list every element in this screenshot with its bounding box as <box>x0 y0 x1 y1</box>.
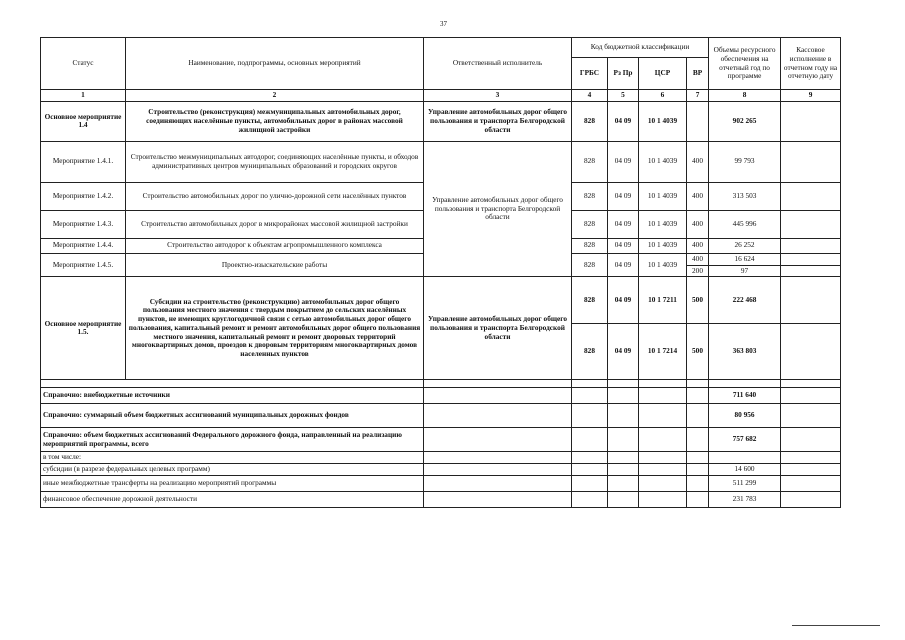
row-vr: 200 <box>687 265 709 277</box>
row-rzpr: 04 09 <box>608 210 639 238</box>
col-number: 4 <box>572 90 608 102</box>
header-cash: Кассовое исполнение в отчетном году на отчетную дату <box>781 38 841 90</box>
row-csr: 10 1 7214 <box>639 324 687 380</box>
header-responsible: Ответственный исполнитель <box>424 38 572 90</box>
row-grbs: 828 <box>572 101 608 141</box>
group-responsible: Управление автомобильных дорог общего пользования и транспорта Белгородской области <box>424 141 572 277</box>
row-volume: 363 803 <box>709 324 781 380</box>
row-vr <box>687 101 709 141</box>
row-status: Мероприятие 1.4.5. <box>41 253 126 277</box>
row-name: Строительство автомобильных дорог в микрорайонах массовой жилищной застройки <box>126 210 424 238</box>
row-cash <box>781 238 841 253</box>
row-csr: 10 1 4039 <box>639 101 687 141</box>
row-rzpr: 04 09 <box>608 141 639 182</box>
ref-subsidies-label: субсидии (в разрезе федеральных целевых программ) <box>41 464 424 476</box>
row-name: Субсидии на строительство (реконструкцию) автомобильных дорог общего пользования местного значения с твердым покрытием до сельских населённых пунктов, не имеющих круглогодичной связи с сетью автомобильных дорог общего пользования, капитальный ремонт и ремонт автомобильных дорог общего пользования местного значения, капитальный ремонт и ремонт дворовых территорий многоквартирных домов, проездов к дворовым территориям многоквартирных домов населенных пунктов <box>126 277 424 380</box>
ref-transfers-label: иные межбюджетные трансферты на реализацию мероприятий программы <box>41 476 424 492</box>
row-csr: 10 1 4039 <box>639 141 687 182</box>
ref-subsidies-volume: 14 600 <box>709 464 781 476</box>
table-row <box>41 388 841 404</box>
row-cash <box>781 210 841 238</box>
row-name: Проектно-изыскательские работы <box>126 253 424 277</box>
row-volume: 313 503 <box>709 182 781 210</box>
row-responsible: Управление автомобильных дорог общего пользования и транспорта Белгородской области <box>424 101 572 141</box>
row-rzpr: 04 09 <box>608 101 639 141</box>
row-vr: 400 <box>687 182 709 210</box>
row-cash <box>781 265 841 277</box>
row-vr: 500 <box>687 324 709 380</box>
row-cash <box>781 253 841 265</box>
table-row <box>41 380 841 388</box>
col-number: 1 <box>41 90 126 102</box>
table-row <box>41 404 841 428</box>
row-vr: 400 <box>687 141 709 182</box>
row-status: Основное мероприятие 1.5. <box>41 277 126 380</box>
header-status: Статус <box>41 38 126 90</box>
edge-mark <box>792 625 880 626</box>
ref-extrabudget-volume: 711 640 <box>709 388 781 404</box>
row-cash <box>781 101 841 141</box>
row-name: Строительство (реконструкция) межмуниципальных автомобильных дорог, соединяющих населённые пункты, автомобильных дорог в районах массовой жилищной застройки <box>126 101 424 141</box>
table-row <box>41 464 841 476</box>
row-vr: 400 <box>687 238 709 253</box>
row-grbs: 828 <box>572 141 608 182</box>
row-volume: 26 252 <box>709 238 781 253</box>
row-name: Строительство автомобильных дорог по улично-дорожной сети населённых пунктов <box>126 182 424 210</box>
row-cash <box>781 277 841 324</box>
col-number: 6 <box>639 90 687 102</box>
col-number: 7 <box>687 90 709 102</box>
header-csr: ЦСР <box>639 58 687 90</box>
table-row <box>41 277 841 324</box>
row-rzpr: 04 09 <box>608 277 639 324</box>
column-numbers-row <box>41 90 841 102</box>
row-rzpr: 04 09 <box>608 238 639 253</box>
row-cash <box>781 324 841 380</box>
row-csr: 10 1 7211 <box>639 277 687 324</box>
header-volume: Объемы ресурсного обеспечения на отчетный год по программе <box>709 38 781 90</box>
table-row <box>41 141 841 182</box>
ref-federal-label: Справочно: объем бюджетных ассигнований Федерального дорожного фонда, направленный на реализацию мероприятий программы, всего <box>41 428 424 452</box>
table-row <box>41 452 841 464</box>
col-number: 8 <box>709 90 781 102</box>
row-volume: 222 468 <box>709 277 781 324</box>
row-volume: 16 624 <box>709 253 781 265</box>
row-responsible: Управление автомобильных дорог общего пользования и транспорта Белгородской области <box>424 277 572 380</box>
col-number: 2 <box>126 90 424 102</box>
ref-financing-volume: 231 783 <box>709 492 781 508</box>
row-vr: 500 <box>687 277 709 324</box>
col-number: 5 <box>608 90 639 102</box>
page-number: 37 <box>440 20 447 28</box>
row-grbs: 828 <box>572 210 608 238</box>
row-volume: 445 996 <box>709 210 781 238</box>
row-cash <box>781 141 841 182</box>
ref-extrabudget-label: Справочно: внебюджетные источники <box>41 388 424 404</box>
ref-municipal-label: Справочно: суммарный объем бюджетных ассигнований муниципальных дорожных фондов <box>41 404 424 428</box>
row-name: Строительство межмуниципальных автодорог, соединяющих населённые пункты, и обходов административных центров муниципальных образований и городских округов <box>126 141 424 182</box>
row-csr: 10 1 4039 <box>639 210 687 238</box>
row-grbs: 828 <box>572 253 608 277</box>
ref-transfers-volume: 511 299 <box>709 476 781 492</box>
row-status: Мероприятие 1.4.4. <box>41 238 126 253</box>
row-csr: 10 1 4039 <box>639 182 687 210</box>
col-number: 9 <box>781 90 841 102</box>
row-vr: 400 <box>687 253 709 265</box>
table-row <box>41 428 841 452</box>
row-rzpr: 04 09 <box>608 253 639 277</box>
row-status: Мероприятие 1.4.2. <box>41 182 126 210</box>
row-volume: 902 265 <box>709 101 781 141</box>
row-csr: 10 1 4039 <box>639 253 687 277</box>
program-table <box>40 37 841 508</box>
row-csr: 10 1 4039 <box>639 238 687 253</box>
header-budget-code: Код бюджетной классификации <box>572 38 709 58</box>
header-vr: ВР <box>687 58 709 90</box>
row-volume: 97 <box>709 265 781 277</box>
row-grbs: 828 <box>572 182 608 210</box>
header-grbs: ГРБС <box>572 58 608 90</box>
ref-municipal-volume: 80 956 <box>709 404 781 428</box>
row-grbs: 828 <box>572 277 608 324</box>
ref-financing-label: финансовое обеспечение дорожной деятельности <box>41 492 424 508</box>
ref-including-label: в том числе: <box>41 452 424 464</box>
header-row <box>41 38 841 58</box>
table-row <box>41 492 841 508</box>
row-vr: 400 <box>687 210 709 238</box>
row-name: Строительство автодорог к объектам агропромышленного комплекса <box>126 238 424 253</box>
row-rzpr: 04 09 <box>608 324 639 380</box>
row-status: Мероприятие 1.4.3. <box>41 210 126 238</box>
col-number: 3 <box>424 90 572 102</box>
row-cash <box>781 182 841 210</box>
row-status: Мероприятие 1.4.1. <box>41 141 126 182</box>
row-status: Основное мероприятие 1.4 <box>41 101 126 141</box>
row-grbs: 828 <box>572 238 608 253</box>
header-rzpr: Рз Пр <box>608 58 639 90</box>
ref-federal-volume: 757 682 <box>709 428 781 452</box>
row-rzpr: 04 09 <box>608 182 639 210</box>
header-name: Наименование, подпрограммы, основных мероприятий <box>126 38 424 90</box>
table-row <box>41 101 841 141</box>
row-grbs: 828 <box>572 324 608 380</box>
row-volume: 99 793 <box>709 141 781 182</box>
table-row <box>41 476 841 492</box>
